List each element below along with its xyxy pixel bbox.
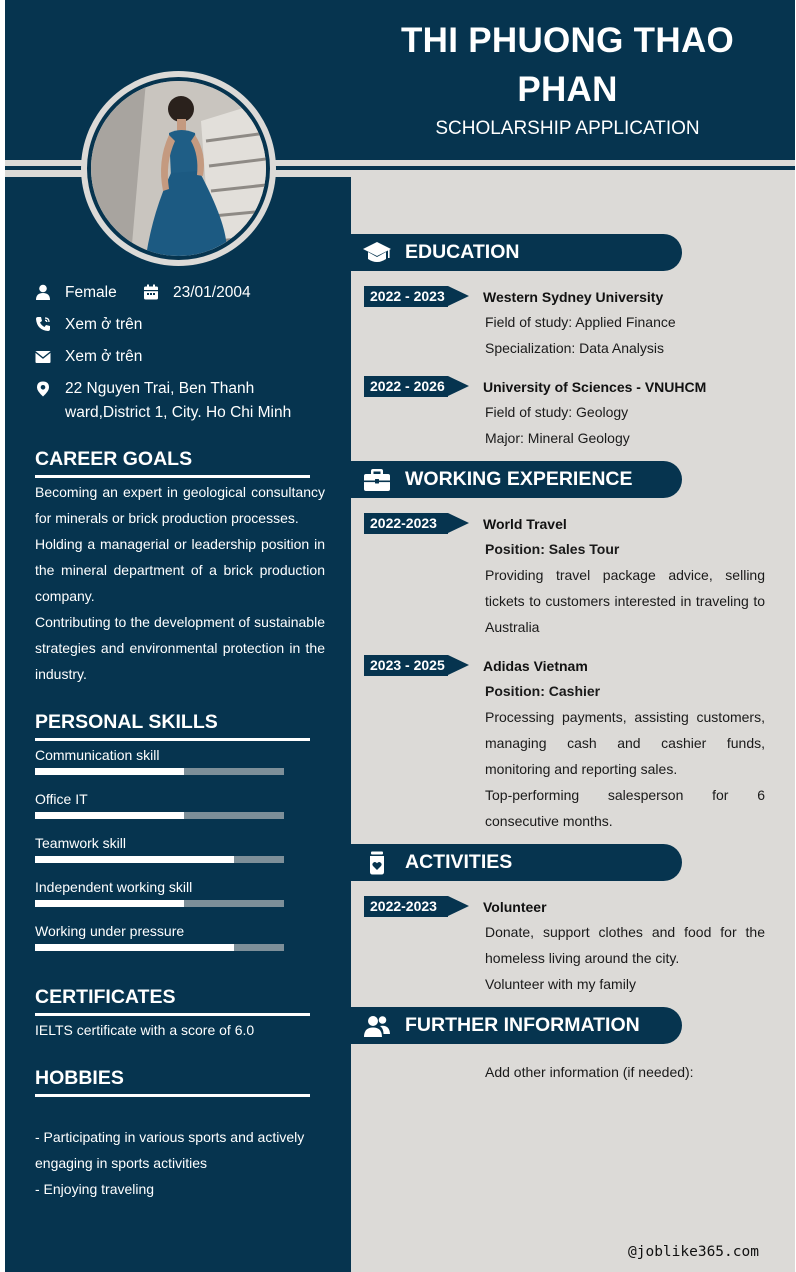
- skill-bar-fill: [35, 856, 234, 863]
- experience-description: Top-performing salesperson for 6 consecutive months.: [485, 787, 765, 829]
- certificates-heading: CERTIFICATES: [35, 986, 176, 1008]
- education-specialization: Specialization: Data Analysis: [485, 340, 664, 356]
- user-icon: [35, 284, 51, 300]
- experience-detail: [485, 678, 765, 834]
- activity-description: Volunteer with my family: [485, 976, 636, 992]
- skill-bar: [35, 944, 284, 951]
- graduation-cap-icon: [363, 241, 391, 265]
- career-goals-text: [35, 479, 325, 687]
- avatar-photo: [91, 81, 266, 256]
- education-major: Major: Mineral Geology: [485, 430, 630, 446]
- briefcase-icon: [363, 468, 391, 492]
- education-date-tag: [364, 376, 445, 397]
- skill-label: Communication skill: [35, 747, 160, 763]
- certificates-text: IELTS certificate with a score of 6.0: [35, 1022, 255, 1038]
- further-info-text: Add other information (if needed):: [485, 1064, 694, 1080]
- career-goal-item: Becoming an expert in geological consultancy for minerals or brick production processes.: [35, 484, 325, 526]
- education-date: 2022 - 2026: [370, 378, 445, 394]
- activities-heading: ACTIVITIES: [405, 851, 513, 873]
- further-info-heading: FURTHER INFORMATION: [405, 1014, 640, 1036]
- education-detail: [485, 309, 765, 361]
- education-heading: EDUCATION: [405, 241, 520, 263]
- phone-value: Xem ở trên: [65, 316, 143, 333]
- activity-detail: [485, 919, 765, 997]
- skill-label: Independent working skill: [35, 879, 193, 895]
- skill-label: Working under pressure: [35, 923, 185, 939]
- charity-jar-icon: [363, 851, 391, 875]
- skill-bar-fill: [35, 944, 234, 951]
- experience-heading: WORKING EXPERIENCE: [405, 468, 633, 490]
- name-line-2: PHAN: [517, 70, 618, 109]
- skill-bar-fill: [35, 768, 184, 775]
- skill-label: Teamwork skill: [35, 835, 127, 851]
- location-pin-icon: [35, 381, 51, 397]
- education-detail: [485, 399, 765, 451]
- education-header: [351, 234, 682, 271]
- envelope-icon: [35, 349, 51, 365]
- further-info-header: [351, 1007, 682, 1044]
- hobby-item: - Enjoying traveling: [35, 1181, 155, 1197]
- education-date-tag: [364, 286, 445, 307]
- skill-label: Office IT: [35, 791, 88, 807]
- address-line-1: 22 Nguyen Trai, Ben Thanh: [65, 380, 255, 397]
- skill-bar-fill: [35, 900, 184, 907]
- experience-position: Position: Sales Tour: [485, 541, 620, 557]
- skill-bar-fill: [35, 812, 184, 819]
- experience-date: 2023 - 2025: [370, 657, 445, 673]
- experience-company: World Travel: [483, 516, 567, 532]
- education-date: 2022 - 2023: [370, 288, 445, 304]
- experience-company: Adidas Vietnam: [483, 658, 588, 674]
- activity-date-tag: [364, 896, 437, 917]
- candidate-name: [350, 16, 785, 114]
- activity-date: 2022-2023: [370, 898, 437, 914]
- experience-description: Providing travel package advice, selling tickets to customers interested in traveling to Australia: [485, 567, 765, 635]
- career-goal-item: Contributing to the development of sustainable strategies and environmental protection in the industry.: [35, 614, 325, 682]
- skill-bar: [35, 812, 284, 819]
- career-goals-underline: [35, 475, 310, 478]
- experience-detail: [485, 536, 765, 640]
- education-school: Western Sydney University: [483, 289, 664, 305]
- experience-date-tag: [364, 655, 445, 676]
- hobbies-text: [35, 1124, 325, 1202]
- experience-description: Processing payments, assisting customers, managing cash and cashier funds, monitoring and reporting sales.: [485, 709, 765, 777]
- address-line-2: ward,District 1, City. Ho Chi Minh: [65, 404, 292, 421]
- footer-watermark: @joblike365.com: [628, 1244, 759, 1260]
- personal-skills-heading: PERSONAL SKILLS: [35, 711, 218, 733]
- activities-header: [351, 844, 682, 881]
- hobbies-underline: [35, 1094, 310, 1097]
- resume-page: [5, 0, 795, 1272]
- personal-skills-underline: [35, 738, 310, 741]
- experience-date-tag: [364, 513, 437, 534]
- gender-value: Female: [65, 284, 117, 301]
- address-value: [65, 377, 291, 425]
- career-goals-heading: CAREER GOALS: [35, 448, 193, 470]
- skill-bar: [35, 856, 284, 863]
- hobbies-heading: HOBBIES: [35, 1067, 124, 1089]
- experience-position: Position: Cashier: [485, 683, 601, 699]
- education-field: Field of study: Applied Finance: [485, 314, 676, 330]
- phone-icon: [35, 316, 51, 332]
- career-goal-item: Holding a managerial or leadership position in the mineral department of a brick production company.: [35, 536, 325, 604]
- education-school: University of Sciences - VNUHCM: [483, 379, 707, 395]
- experience-date: 2022-2023: [370, 515, 437, 531]
- users-icon: [363, 1014, 391, 1038]
- skill-bar: [35, 900, 284, 907]
- calendar-icon: [143, 284, 159, 300]
- education-field: Field of study: Geology: [485, 404, 629, 420]
- avatar: [91, 81, 266, 256]
- activity-role: Volunteer: [483, 899, 547, 915]
- name-line-1: THI PHUONG THAO: [400, 21, 735, 60]
- email-value: Xem ở trên: [65, 348, 143, 365]
- certificates-underline: [35, 1013, 310, 1016]
- activity-description: Donate, support clothes and food for the homeless living around the city.: [485, 924, 765, 966]
- skill-bar: [35, 768, 284, 775]
- experience-header: [351, 461, 682, 498]
- date-of-birth: 23/01/2004: [173, 284, 251, 301]
- hobby-item: - Participating in various sports and actively engaging in sports activities: [35, 1129, 305, 1171]
- document-subtitle: SCHOLARSHIP APPLICATION: [435, 118, 700, 139]
